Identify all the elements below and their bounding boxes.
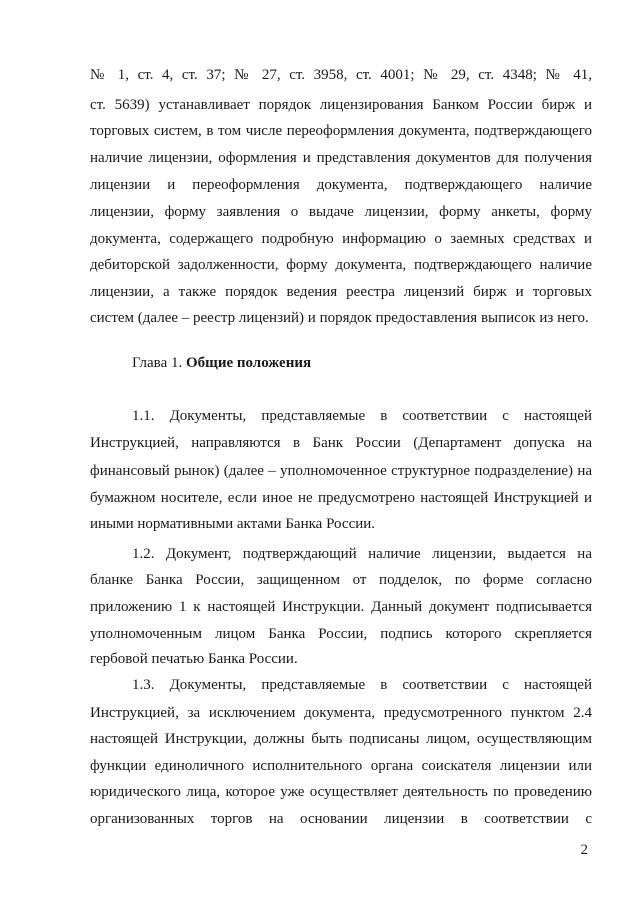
p2-line-4: уполномоченным лицом Банка России, подпись которого скрепляется bbox=[90, 626, 592, 642]
p3-line-2: Инструкцией, за исключением документа, предусмотренного пунктом 2.4 bbox=[90, 705, 592, 721]
intro-line-8: дебиторской задолженности, форму документа, подтверждающего наличие bbox=[90, 257, 592, 273]
p2-line-3: приложению 1 к настоящей Инструкции. Данный документ подписывается bbox=[90, 599, 592, 615]
p3-line-4: функции единоличного исполнительного органа соискателя лицензии или bbox=[90, 758, 592, 774]
intro-line-2: ст. 5639) устанавливает порядок лицензирования Банком России бирж и bbox=[90, 97, 592, 113]
p3-line-1: 1.3. Документы, представляемые в соответствии с настоящей bbox=[132, 677, 592, 693]
intro-line-6: лицензии, форму заявления о выдаче лицензии, форму анкеты, форму bbox=[90, 204, 592, 220]
p3-line-3: настоящей Инструкции, должны быть подписаны лицом, осуществляющим bbox=[90, 731, 592, 747]
p3-line-5: юридического лица, которое уже осуществляет деятельность по проведению bbox=[90, 784, 592, 800]
p1-line-1: 1.1. Документы, представляемые в соответствии с настоящей bbox=[132, 408, 592, 424]
chapter-title: Общие положения bbox=[185, 355, 312, 371]
p3-line-6: организованных торгов на основании лицензии в соответствии с bbox=[90, 811, 592, 827]
p2-line-2: бланке Банка России, защищенном от подделок, по форме согласно bbox=[90, 572, 592, 588]
intro-line-3: торговых систем, в том числе переоформления документа, подтверждающего bbox=[90, 123, 592, 139]
p1-line-5: иными нормативными актами Банка России. bbox=[90, 516, 376, 532]
page-number: 2 bbox=[580, 842, 588, 858]
intro-line-1: № 1, ст. 4, ст. 37; № 27, ст. 3958, ст. 4001; № 29, ст. 4348; № 41, bbox=[90, 67, 592, 83]
p1-line-4: бумажном носителе, если иное не предусмотрено настоящей Инструкцией и bbox=[90, 490, 592, 506]
intro-line-5: лицензии и переоформления документа, подтверждающего наличие bbox=[90, 177, 592, 193]
intro-line-7: документа, содержащего подробную информацию о заемных средствах и bbox=[90, 231, 592, 247]
intro-line-9: лицензии, а также порядок ведения реестра лицензий бирж и торговых bbox=[90, 284, 592, 300]
chapter-heading bbox=[132, 354, 311, 372]
p1-line-3: финансовый рынок) (далее – уполномоченное структурное подразделение) на bbox=[90, 463, 592, 479]
intro-line-4: наличие лицензии, оформления и представления документов для получения bbox=[90, 150, 592, 166]
chapter-prefix: Глава 1. bbox=[132, 355, 183, 371]
p2-line-5: гербовой печатью Банка России. bbox=[90, 651, 298, 667]
intro-line-10: систем (далее – реестр лицензий) и порядок предоставления выписок из него. bbox=[90, 310, 589, 326]
p1-line-2: Инструкцией, направляются в Банк России (Департамент допуска на bbox=[90, 435, 592, 451]
p2-line-1: 1.2. Документ, подтверждающий наличие лицензии, выдается на bbox=[132, 546, 592, 562]
